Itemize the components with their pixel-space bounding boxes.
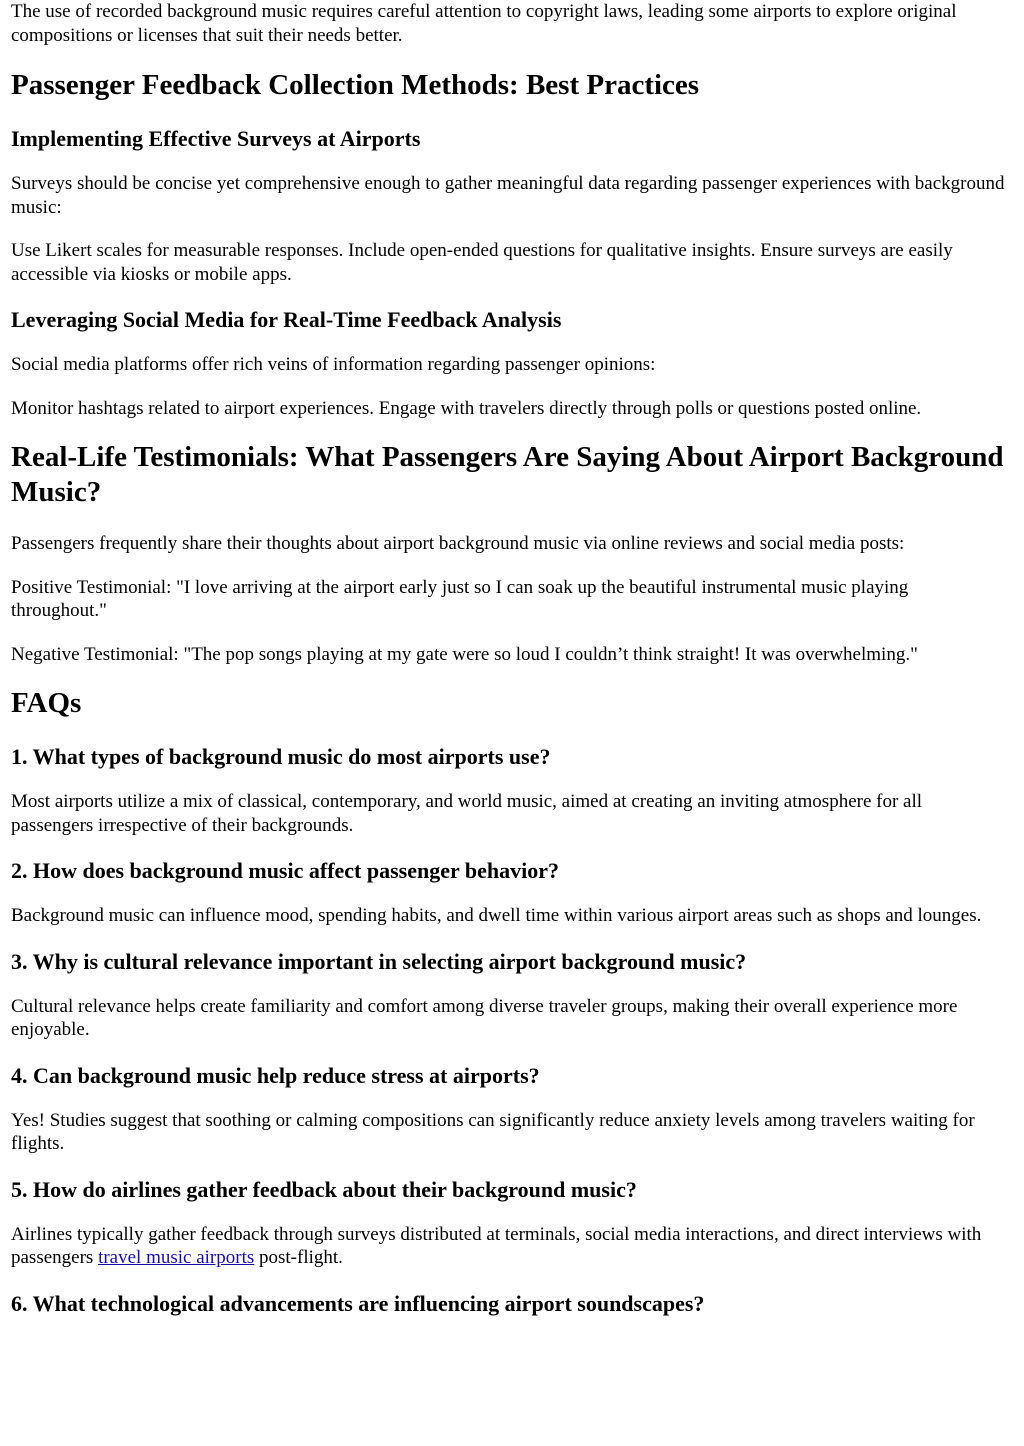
testimonials-section-heading: Real-Life Testimonials: What Passengers Are Saying About Airport Background Music? <box>11 441 1004 508</box>
surveys-paragraph-1: Surveys should be concise yet comprehensive enough to gather meaningful data regarding passenger experiences with background music: <box>11 173 1005 218</box>
intro-paragraph: The use of recorded background music requires careful attention to copyright laws, leading some airports to explore original compositions or licenses that suit their needs better. <box>11 1 957 46</box>
surveys-heading: Implementing Effective Surveys at Airports <box>11 126 421 151</box>
faq-answer-5-text-before: Airlines typically gather feedback through surveys distributed at terminals, social media interactions, and direct interviews with passengers <box>11 1223 982 1268</box>
faq-answer-5-text-after: post-flight. <box>254 1247 343 1268</box>
faq-answer-4: Yes! Studies suggest that soothing or calming compositions can significantly reduce anxiety levels among travelers waiting for flights. <box>11 1109 975 1154</box>
faq-question-4: 4. Can background music help reduce stress at airports? <box>11 1062 540 1088</box>
faq-answer-1: Most airports utilize a mix of classical, contemporary, and world music, aimed at creating an inviting atmosphere for all passengers irrespective of their backgrounds. <box>11 791 923 836</box>
faq-answer-2: Background music can influence mood, spending habits, and dwell time within various airport areas such as shops and lounges. <box>11 905 982 926</box>
faq-question-2: 2. How does background music affect passenger behavior? <box>11 858 559 883</box>
feedback-section-heading: Passenger Feedback Collection Methods: Best Practices <box>11 69 700 101</box>
faq-question-6: 6. What technological advancements are influencing airport soundscapes? <box>11 1290 705 1316</box>
social-media-heading: Leveraging Social Media for Real-Time Feedback Analysis <box>11 307 562 332</box>
negative-testimonial: Negative Testimonial: "The pop songs playing at my gate were so loud I couldn’t think straight! It was overwhelming." <box>11 643 918 665</box>
faq-question-3: 3. Why is cultural relevance important in selecting airport background music? <box>11 948 747 974</box>
faq-answer-5 <box>11 1223 1006 1270</box>
positive-testimonial: Positive Testimonial: "I love arriving at the airport early just so I can soak up the beautiful instrumental music playing throughout." <box>11 576 909 621</box>
social-media-paragraph-2: Monitor hashtags related to airport experiences. Engage with travelers directly through polls or questions posted online. <box>11 397 922 419</box>
testimonials-paragraph-1: Passengers frequently share their thoughts about airport background music via online reviews and social media posts: <box>11 533 905 554</box>
faq-question-1: 1. What types of background music do most airports use? <box>11 744 551 769</box>
faq-answer-3: Cultural relevance helps create familiarity and comfort among diverse traveler groups, making their overall experience more enjoyable. <box>11 995 958 1040</box>
travel-music-airports-link[interactable]: travel music airports <box>98 1247 255 1268</box>
surveys-paragraph-2: Use Likert scales for measurable responses. Include open-ended questions for qualitative insights. Ensure surveys are easily accessible via kiosks or mobile apps. <box>11 240 953 285</box>
social-media-paragraph-1: Social media platforms offer rich veins of information regarding passenger opinions: <box>11 354 656 375</box>
faqs-heading: FAQs <box>11 687 82 719</box>
faq-question-5: 5. How do airlines gather feedback about their background music? <box>11 1176 637 1202</box>
